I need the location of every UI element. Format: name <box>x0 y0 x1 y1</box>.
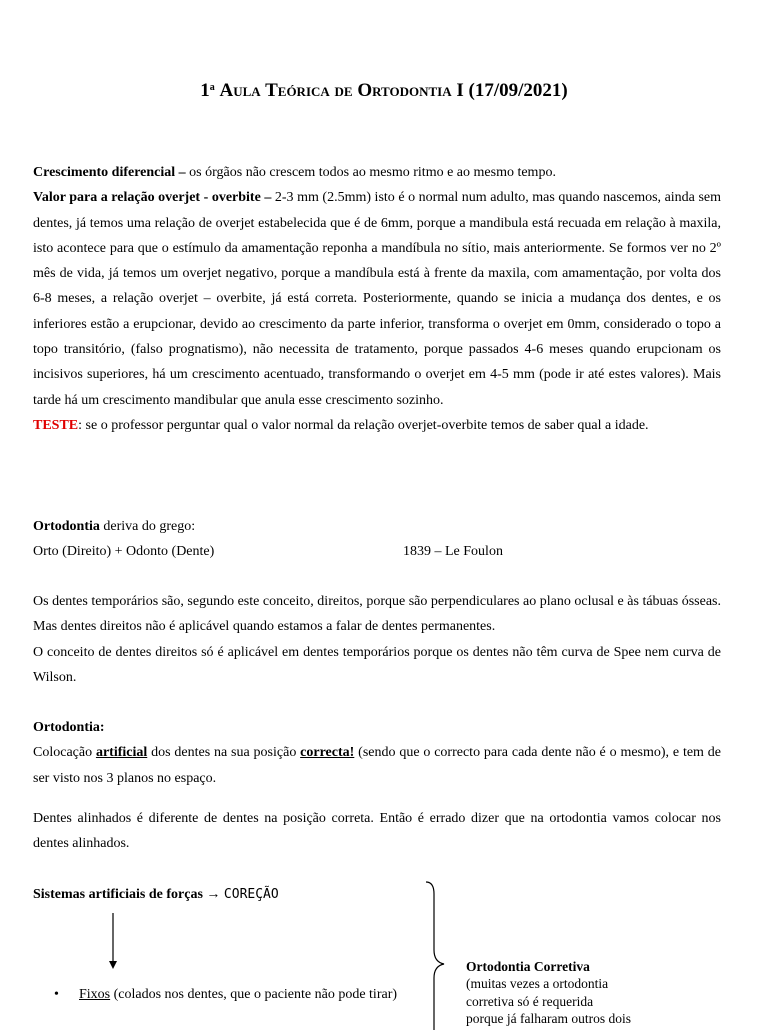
systems-term: Sistemas artificiais de forças <box>33 887 203 902</box>
systems-arrow: → <box>202 887 224 902</box>
bullet-label: Fixos <box>79 987 111 1002</box>
etymology-roots: Orto (Direito) + Odonto (Dente) <box>33 544 215 560</box>
corrective-line-2: corretiva só é requerida <box>466 993 594 1009</box>
bullet-text: (colados nos dentes, que o paciente não pode tirar) <box>110 987 398 1002</box>
corrective-note <box>466 958 666 1027</box>
etymology-text: deriva do grego: <box>99 519 196 534</box>
title-number: 1 <box>200 80 210 101</box>
overjet-term: Valor para a relação overjet - overbite – <box>33 190 272 206</box>
page-title <box>0 80 768 102</box>
systems-line <box>33 882 721 907</box>
test-text: : se o professor perguntar qual o valor normal da relação overjet-overbite temos de saber qual a idade. <box>78 417 649 433</box>
etymology-roots-line <box>33 539 721 564</box>
bullet-fixed <box>54 987 397 1003</box>
definition-heading: Ortodontia: <box>33 720 105 735</box>
curly-brace-icon <box>424 880 454 1030</box>
definition-correcta: correcta! <box>300 745 355 761</box>
growth-text: os órgãos não crescem todos ao mesmo ritmo e ao mesmo tempo. <box>185 165 556 180</box>
overjet-paragraph <box>33 185 721 413</box>
etymology-term: Ortodontia <box>33 519 100 534</box>
temporary-teeth-section <box>33 589 721 690</box>
definition-section <box>33 715 721 791</box>
definition-mid: dos dentes na sua posição <box>147 745 301 761</box>
title-superscript: a <box>209 82 215 93</box>
etymology-section <box>33 514 721 565</box>
corrective-heading: Ortodontia Corretiva <box>466 959 590 974</box>
definition-pre: Colocação <box>33 745 96 761</box>
etymology-origin: 1839 – Le Foulon <box>403 544 503 560</box>
aligned-teeth-paragraph: Dentes alinhados é diferente de dentes na posição correta. Então é errado dizer que na ortodontia vamos colocar nos dentes alinhados. <box>33 811 721 852</box>
aligned-teeth-section <box>33 806 721 857</box>
overjet-text: 2-3 mm (2.5mm) isto é o normal num adulto, mas quando nascemos, ainda sem dentes, já temos uma relação de overjet estabelecida que é de 6mm, porque a mandibula está recuada em relação à maxila, isto acontece para que o estímulo da amamentação reponha a mandíbula no sítio, mais anteriormente. Se formos ver no 2º mês de vida, já temos um overjet negativo, porque a mandíbula está à frente da maxila, com amamentação, por volta dos 6-8 meses, a relação overjet – overbite, já está correta. Posteriormente, quando se inicia a mudança dos dentes, e os inferiores estão a erupcionar, devido ao crescimento da parte inferior, transforma o overjet em 0mm, considerado o topo a topo transitório, (falso prognatismo), não necessita de tratamento, porque passados 4-6 meses quando erupcionam os incisivos superiores, há um crescimento acentuado, transformando o overjet em 4-5 mm (pode ir até estes valores). Mais tarde há um crescimento mandibular que anula esse crescimento sozinho. <box>33 190 721 408</box>
etymology-line <box>33 514 721 539</box>
definition-post: (sendo que o correcto para cada dente não é o mesmo), e tem de ser visto nos 3 planos no espaço. <box>33 745 721 786</box>
growth-paragraph <box>33 160 721 185</box>
definition-artificial: artificial <box>95 745 148 761</box>
test-paragraph <box>33 413 721 438</box>
bullet-dot-icon: • <box>54 987 59 1002</box>
systems-section <box>33 882 721 907</box>
systems-result: COREÇÃO <box>223 887 279 902</box>
definition-paragraph <box>33 740 721 791</box>
down-arrow-icon <box>109 913 117 969</box>
temporary-teeth-paragraph-2: O conceito de dentes direitos só é aplicável em dentes temporários porque os dentes não têm curva de Spee nem curva de Wilson. <box>33 644 721 685</box>
growth-term: Crescimento diferencial – <box>33 165 186 180</box>
corrective-line-3: porque já falharam outros dois <box>466 1010 631 1026</box>
temporary-teeth-paragraph-1: Os dentes temporários são, segundo este conceito, direitos, porque são perpendiculares ao plano oclusal e às tábuas ósseas. Mas dentes direitos não é aplicável quando estamos a falar de dentes permanentes. <box>33 594 721 635</box>
title-main: Aula Teórica de Ortodontia I (17/09/2021) <box>219 80 568 101</box>
test-label: TESTE <box>33 417 79 433</box>
corrective-line-1: (muitas vezes a ortodontia <box>466 976 609 992</box>
growth-section <box>33 160 721 438</box>
